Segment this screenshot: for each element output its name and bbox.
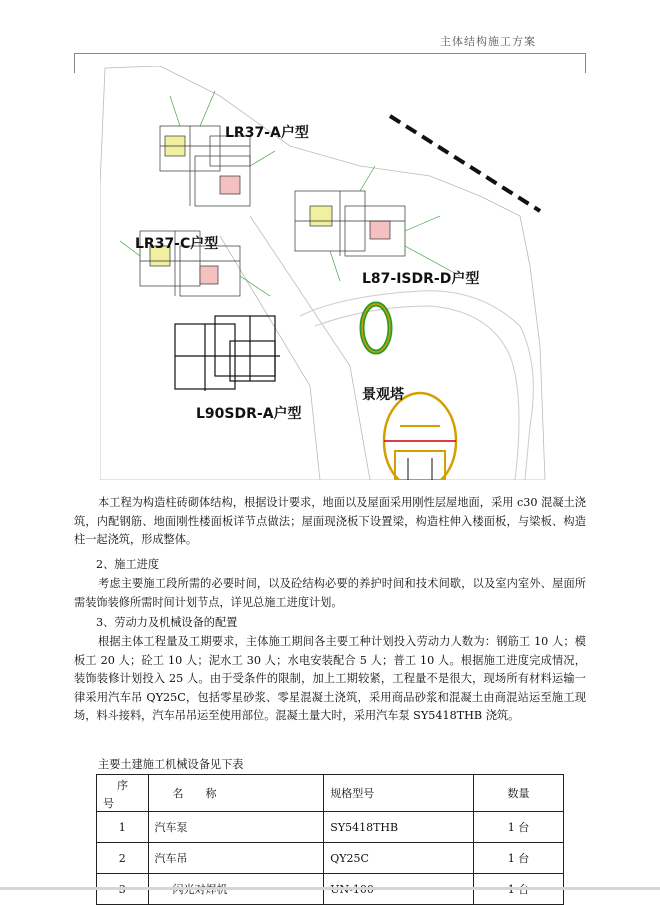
table-caption: 主要土建施工机械设备见下表 [98, 758, 244, 771]
building-l87 [295, 191, 405, 256]
header-seq-top: 序 [117, 779, 128, 792]
cell-model: QY25C [324, 843, 474, 874]
label-l87: L87-ISDR-D户型 [362, 271, 480, 287]
header-seq [97, 775, 149, 812]
equipment-table [96, 774, 564, 905]
label-tower: 景观塔 [362, 387, 404, 403]
tower-plan [384, 393, 456, 480]
paragraph-structure: 本工程为构造柱砖砌体结构，根据设计要求，地面以及屋面采用刚性层屋地面，采用 c30 混凝土浇筑，内配钢筋、地面刚性楼面板详节点做法；屋面现浇板下设置梁，构造柱伸入楼面板，与梁板、构造柱一起浇筑，形成整体。 [74, 496, 586, 547]
cell-name: 汽车泵 [148, 812, 324, 843]
heading-progress: 2、施工进度 [96, 558, 160, 571]
label-lr37c: LR37-C户型 [135, 236, 219, 252]
cell-model: SY5418THB [324, 812, 474, 843]
heading-labor: 3、劳动力及机械设备的配置 [96, 616, 238, 629]
table-header-row [97, 775, 564, 812]
crop-mark-right [559, 53, 586, 73]
cell-no: 1 [97, 812, 149, 843]
table-row [97, 843, 564, 874]
site-plan-drawing [100, 66, 560, 480]
crop-mark-left [74, 53, 101, 73]
header-model: 规格型号 [324, 775, 474, 812]
paragraph-progress: 考虑主要施工段所需的必要时间，以及砼结构必要的养护时间和技术间歇，以及室内室外、屋面所需装饰装修所需时间计划节点，详见总施工进度计划。 [74, 577, 586, 609]
header-seq-bottom: 号 [103, 797, 114, 810]
header-name: 名 称 [148, 775, 324, 812]
cell-name: 汽车吊 [148, 843, 324, 874]
header-title: 主体结构施工方案 [440, 35, 536, 48]
header-rule [74, 53, 586, 54]
label-lr37a: LR37-A户型 [225, 125, 309, 141]
cell-no: 2 [97, 843, 149, 874]
paragraph-labor: 根据主体工程量及工期要求，主体施工期间各主要工种计划投入劳动力人数为：钢筋工 10 人；模板工 20 人；砼工 10 人；泥水工 30 人；水电安装配合 5 人；普工 10 人。根据施工进度完成情况，装饰装修计划投入 25 人。由于受条件的限制，加上工期较紧，工程量不是很大，现场所有材料运输一律采用汽车吊 QY25C，包括零星砂浆、零星混凝土浇筑，采用商品砂浆和混凝土由商混站运至施工现场，料斗接料，汽车吊吊运至使用部位。混凝土量大时，采用汽车泵 SY5418THB 浇筑。 [74, 635, 586, 723]
label-l90: L90SDR-A户型 [196, 406, 302, 422]
site-plan-svg [100, 66, 560, 480]
cell-qty: 1 台 [474, 812, 564, 843]
building-l90 [175, 316, 280, 391]
header-qty: 数量 [474, 775, 564, 812]
table-row [97, 812, 564, 843]
cell-qty: 1 台 [474, 843, 564, 874]
